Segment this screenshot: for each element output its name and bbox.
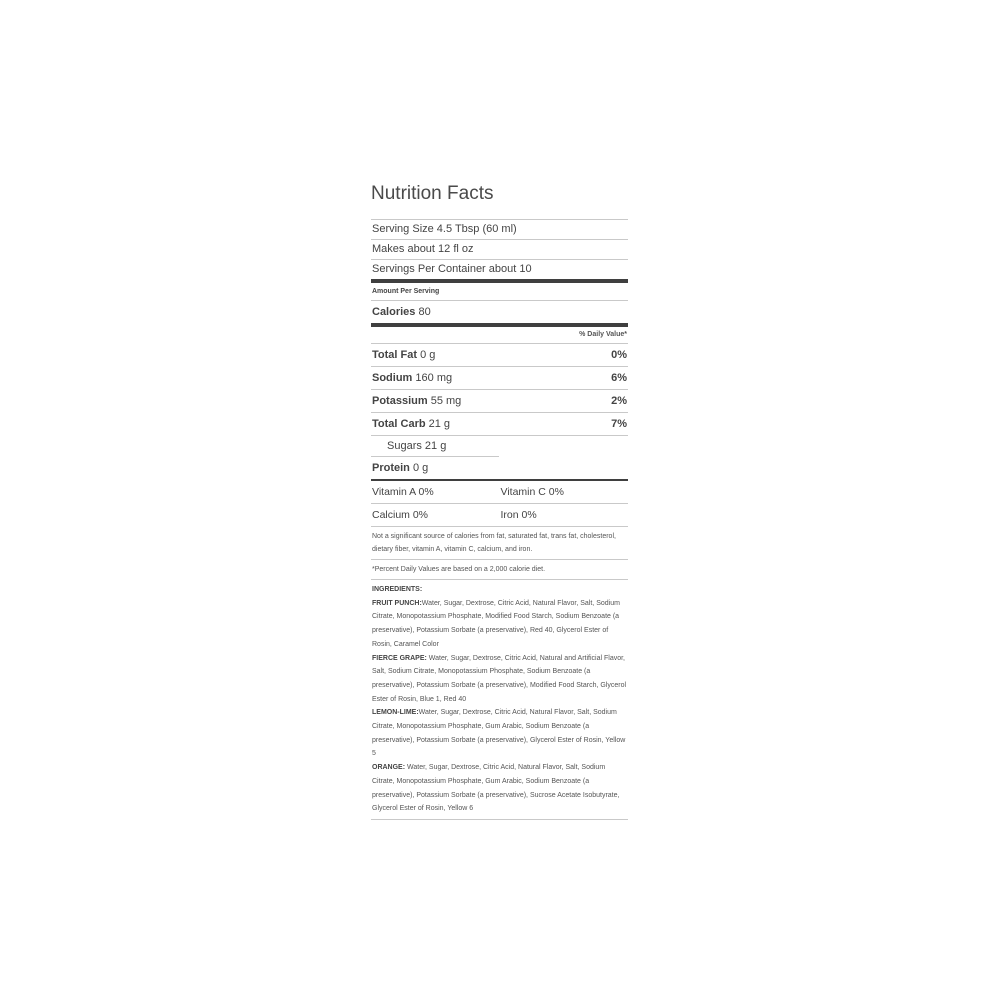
vitamin-row — [371, 481, 628, 503]
daily-value-header: % Daily Value* — [579, 331, 627, 338]
ingredients-section — [371, 580, 628, 819]
flavor-name: LEMON-LIME: — [372, 709, 419, 717]
protein-row — [371, 457, 628, 479]
flavor-name: FIERCE GRAPE: — [372, 654, 427, 662]
nutrition-facts-panel — [371, 180, 628, 820]
vitamin-c: Vitamin C 0% — [500, 486, 564, 498]
servings-per-container: Servings Per Container about 10 — [372, 263, 532, 275]
nutrient-row-potassium — [371, 390, 628, 412]
vitamin-a: Vitamin A 0% — [372, 486, 434, 498]
nutrient-dv: 7% — [611, 418, 627, 430]
nutrient-amount: 160 mg — [415, 372, 453, 384]
flavor-ingredients: Water, Sugar, Dextrose, Citric Acid, Natural Flavor, Salt, Sodium Citrate, Monopotassium Phosphate, Gum Arabic, Sodium Benzoate (a preservative), Potassium Sorbate (a preservative), Sucrose Acetate Isobutyrate, Glycerol Ester of Rosin, Yellow 6 — [372, 764, 620, 813]
percent-daily-note: *Percent Daily Values are based on a 2,000 calorie diet. — [372, 566, 546, 573]
divider — [371, 819, 628, 820]
nutrient-dv: 0% — [611, 349, 627, 361]
protein-label: Protein — [372, 462, 410, 474]
calories-label: Calories — [372, 306, 416, 318]
nutrient-amount: 0 g — [420, 349, 436, 361]
ingredients-heading: INGREDIENTS: — [372, 586, 423, 593]
flavor-name: FRUIT PUNCH: — [372, 599, 422, 607]
flavor-name: ORANGE: — [372, 764, 406, 772]
amount-per-serving: Amount Per Serving — [372, 288, 440, 295]
not-significant-note: Not a significant source of calories from fat, saturated fat, trans fat, cholesterol, dietary fiber, vitamin A, vitamin C, calcium, and iron. — [372, 533, 616, 553]
iron: Iron 0% — [500, 509, 537, 521]
calories-value: 80 — [418, 306, 431, 318]
protein-amount: 0 g — [412, 462, 429, 474]
flavor-ingredients: Water, Sugar, Dextrose, Citric Acid, Natural and Artificial Flavor, Salt, Sodium Citrate, Monopotassium Phosphate, Sodium Benzoate (a preservative), Potassium Sorbate (a preservative), Modified Food Starch, Glycerol Ester of Rosin, Blue 1, Red 40 — [372, 654, 627, 703]
calories-row — [371, 301, 628, 323]
flavor-ingredients: Water, Sugar, Dextrose, Citric Acid, Natural Flavor, Salt, Sodium Citrate, Monopotassium Phosphate, Modified Food Starch, Sodium Benzoate (a preservative), Potassium Sorbate (a preservative), Red 40, Glycerol Ester of Rosin, Caramel Color — [372, 599, 620, 648]
nutrient-label: Potassium — [372, 395, 428, 407]
nutrient-label: Total Carb — [372, 418, 426, 430]
nutrient-amount: 55 mg — [430, 395, 462, 407]
calcium: Calcium 0% — [372, 509, 429, 521]
makes-amount: Makes about 12 fl oz — [372, 243, 474, 255]
serving-size: Serving Size 4.5 Tbsp (60 ml) — [372, 223, 517, 235]
flavor-ingredients: Water, Sugar, Dextrose, Citric Acid, Natural Flavor, Salt, Sodium Citrate, Monopotassium Phosphate, Gum Arabic, Sodium Benzoate (a preservative), Potassium Sorbate (a preservative), Glycerol Ester of Rosin, Yellow 5 — [372, 709, 626, 758]
nutrient-dv: 2% — [611, 395, 627, 407]
sugars-row: Sugars 21 g — [371, 436, 499, 457]
nutrient-row-total-carb — [371, 413, 628, 435]
nutrient-label: Sodium — [372, 372, 413, 384]
nutrient-label: Total Fat — [372, 349, 418, 361]
nutrient-dv: 6% — [611, 372, 627, 384]
nutrient-row-sodium — [371, 367, 628, 389]
mineral-row — [371, 504, 628, 526]
panel-title: Nutrition Facts — [371, 183, 494, 204]
nutrient-amount: 21 g — [428, 418, 451, 430]
nutrient-row-total-fat — [371, 344, 628, 366]
